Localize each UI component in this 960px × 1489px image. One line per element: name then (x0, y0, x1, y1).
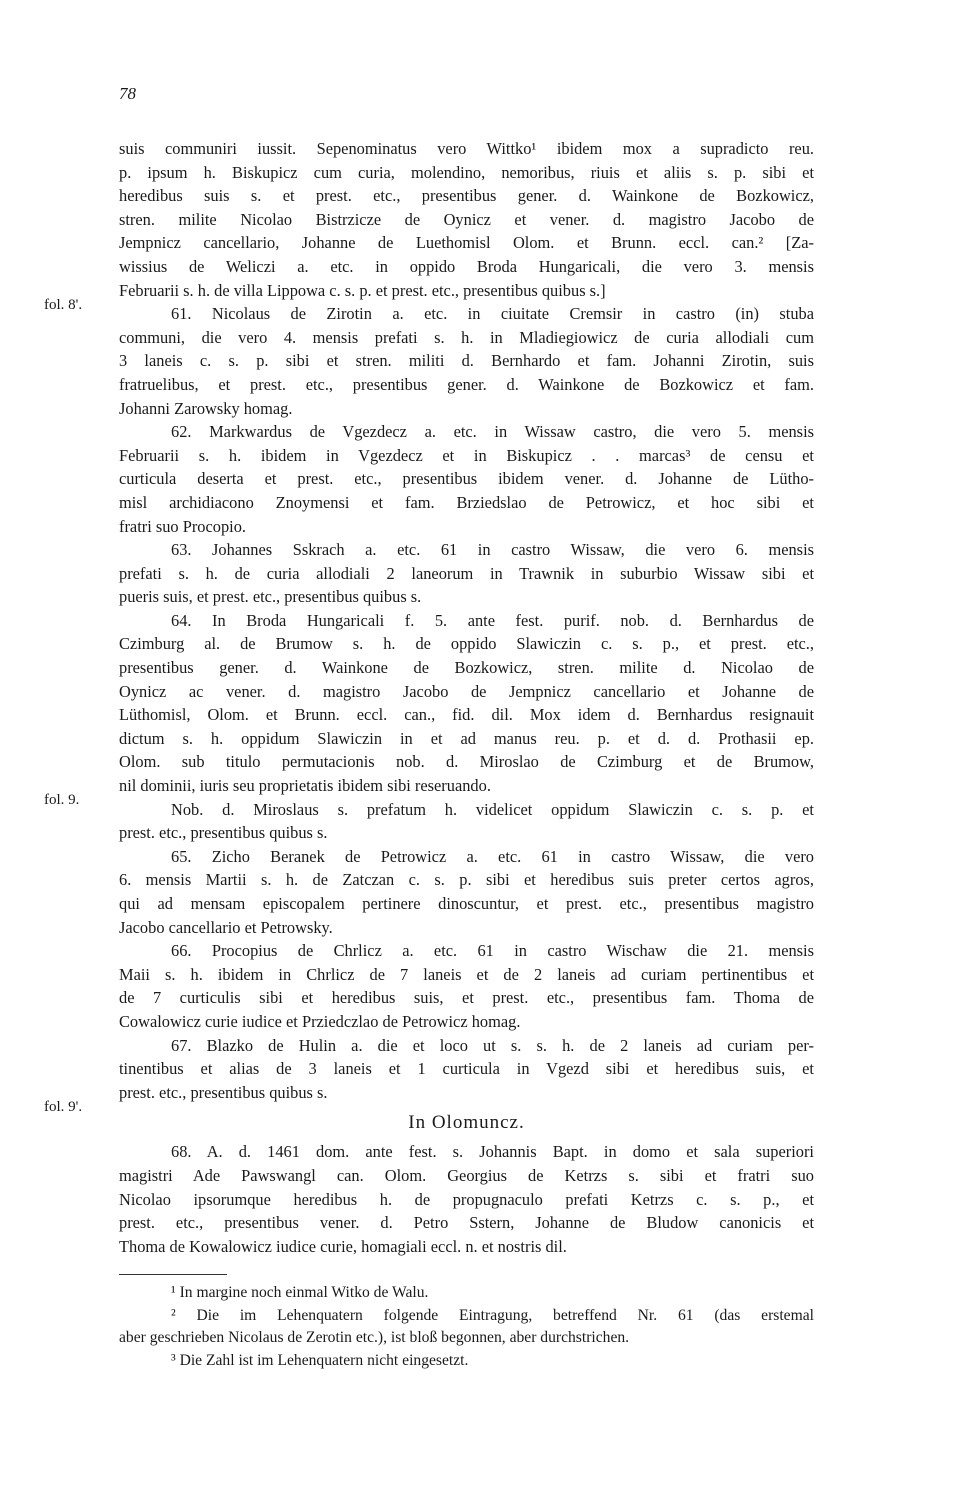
text-line: prefati s. h. de curia allodiali 2 laneorum in Trawnik in suburbio Wissaw sibi et (119, 563, 814, 583)
footnote-1: ¹ In margine noch einmal Witko de Walu. (171, 1284, 429, 1301)
footnote-rule (119, 1274, 227, 1275)
text-line: prest. etc., presentibus vener. d. Petro Sstern, Johanne de Bludow canonicis et (119, 1213, 814, 1233)
text-line: qui ad mensam episcopalem pertinere dinoscuntur, et prest. etc., presentibus magistro (119, 894, 814, 913)
entry-64-line: 64. In Broda Hungaricali f. 5. ante fest. purif. nob. d. Bernhardus de (171, 610, 814, 630)
entry-61-line: 61. Nicolaus de Zirotin a. etc. in ciuitate Cremsir in castro (in) stuba (171, 304, 814, 324)
text-line: p. ipsum h. Biskupicz cum curia, molendino, nemoribus, riuis et aliis s. p. sibi et (119, 162, 814, 182)
text-line: 6. mensis Martii s. h. de Zatczan c. s. p. sibi et heredibus suis preter certos agros, (119, 870, 814, 890)
text-line: presentibus gener. d. Wainkone de Bozkowicz, stren. milite d. Nicolao de (119, 658, 814, 678)
text-line: Nicolao ipsorumque heredibus h. de propugnaculo prefati Ketrzs c. s. p., et (119, 1189, 814, 1209)
text-line: Lüthomisl, Olom. et Brunn. eccl. can., fid. dil. Mox idem d. Bernhardus resignauit (119, 705, 814, 725)
text-line: Nob. d. Miroslaus s. prefatum h. videlicet oppidum Slawiczin c. s. p. et (171, 799, 814, 819)
margin-note-fol-9: fol. 9. (44, 792, 80, 808)
text-line: dictum s. h. oppidum Slawiczin in et ad manus reu. p. et d. d. Prothasii ep. (119, 728, 814, 748)
text-line: magistri Ade Pawswangl can. Olom. Georgius de Ketrzs s. sibi et fratri suo (119, 1165, 814, 1185)
margin-note-fol-8v: fol. 8'. (44, 297, 83, 313)
text-line: fratruelibus, et prest. etc., presentibus gener. d. Wainkone de Bozkowicz et fam. (119, 374, 814, 394)
entry-65-line: 65. Zicho Beranek de Petrowicz a. etc. 61 in castro Wissaw, die vero (171, 846, 814, 866)
text-line: communi, die vero 4. mensis prefati s. h. in Mladiegiowicz de curia allodiali cum (119, 327, 814, 347)
text-line: curticula deserta et prest. etc., presentibus ibidem vener. d. Johanne de Lütho- (119, 469, 814, 489)
text-line: de 7 curticulis sibi et heredibus suis, et prest. etc., presentibus fam. Thoma de (119, 988, 814, 1008)
text-line: prest. etc., presentibus quibus s. (119, 823, 328, 843)
text-line: Februarii s. h. ibidem in Vgezdecz et in Biskupicz . . marcas³ de censu et (119, 445, 814, 465)
text-line: wissius de Weliczi a. etc. in oppido Broda Hungaricali, die vero 3. mensis (119, 256, 814, 276)
entry-68-line: 68. A. d. 1461 dom. ante fest. s. Johannis Bapt. in domo et sala superiori (171, 1142, 814, 1162)
margin-note-fol-9v: fol. 9'. (44, 1099, 83, 1115)
entry-67-line: 67. Blazko de Hulin a. die et loco ut s. s. h. de 2 laneis ad curiam per- (171, 1035, 814, 1055)
text-line: Maii s. h. ibidem in Chrlicz de 7 laneis et de 2 laneis ad curiam pertinentibus et (119, 964, 814, 984)
text-line: heredibus suis s. et prest. etc., presentibus gener. d. Wainkone de Bozkowicz, (119, 186, 814, 206)
text-line: Czimburg al. de Brumow s. h. de oppido Slawiczin c. s. p., et prest. etc., (119, 634, 814, 654)
entry-63-line: 63. Johannes Sskrach a. etc. 61 in castro Wissaw, die vero 6. mensis (171, 540, 814, 560)
text-line: Thoma de Kowalowicz iudice curie, homagiali eccl. n. et nostris dil. (119, 1236, 567, 1256)
text-line: Oynicz ac vener. d. magistro Jacobo de Jempnicz cancellario et Johanne de (119, 681, 814, 701)
footnote-2-cont: aber geschrieben Nicolaus de Zerotin etc.), ist bloß begonnen, aber durchstrichen. (119, 1329, 630, 1347)
text-line: prest. etc., presentibus quibus s. (119, 1082, 328, 1102)
entry-62-line: 62. Markwardus de Vgezdecz a. etc. in Wissaw castro, die vero 5. mensis (171, 422, 814, 442)
text-line: nil dominii, iuris seu proprietatis ibidem sibi reseruando. (119, 776, 491, 796)
footnotes (119, 1282, 814, 1372)
text-line: misl archidiacono Znoymensi et fam. Brziedslao de Petrowicz, et hoc sibi et (119, 492, 814, 512)
text-line: fratri suo Procopio. (119, 516, 247, 536)
text-line: suis communiri iussit. Sepenominatus vero Wittko¹ ibidem mox a supradicto reu. (119, 139, 814, 158)
text-line: Cowalowicz curie iudice et Prziedczlao de Petrowicz homag. (119, 1011, 521, 1031)
text-line: Februarii s. h. de villa Lippowa c. s. p. et prest. etc., presentibus quibus s.] (119, 280, 606, 300)
main-text (119, 137, 814, 1258)
text-line: tinentibus et alias de 3 laneis et 1 curticula in Vgezd sibi et heredibus suis, et (119, 1059, 814, 1079)
text-line: Jacobo cancellario et Petrowsky. (119, 917, 333, 937)
entry-66-line: 66. Procopius de Chrlicz a. etc. 61 in castro Wischaw die 21. mensis (171, 941, 814, 961)
footnote-2: ² Die im Lehenquatern folgende Eintragung, betreffend Nr. 61 (das erstemal (171, 1306, 814, 1324)
footnote-3: ³ Die Zahl ist im Lehenquatern nicht eingesetzt. (171, 1351, 469, 1369)
text-line: Johanni Zarowsky homag. (119, 398, 293, 418)
text-line: pueris suis, et prest. etc., presentibus quibus s. (119, 587, 422, 607)
text-line: stren. milite Nicolao Bistrzicze de Oynicz et vener. d. magistro Jacobo de (119, 209, 814, 229)
section-heading: In Olomuncz. (408, 1112, 525, 1134)
page-number: 78 (119, 84, 136, 103)
text-line: Jempnicz cancellario, Johanne de Luethomisl Olom. et Brunn. eccl. can.² [Za- (119, 233, 814, 253)
text-line: Olom. sub titulo permutacionis nob. d. Miroslao de Czimburg et de Brumow, (119, 752, 814, 772)
text-line: 3 laneis c. s. p. sibi et stren. militi d. Bernhardo et fam. Johanni Zirotin, suis (119, 351, 814, 371)
